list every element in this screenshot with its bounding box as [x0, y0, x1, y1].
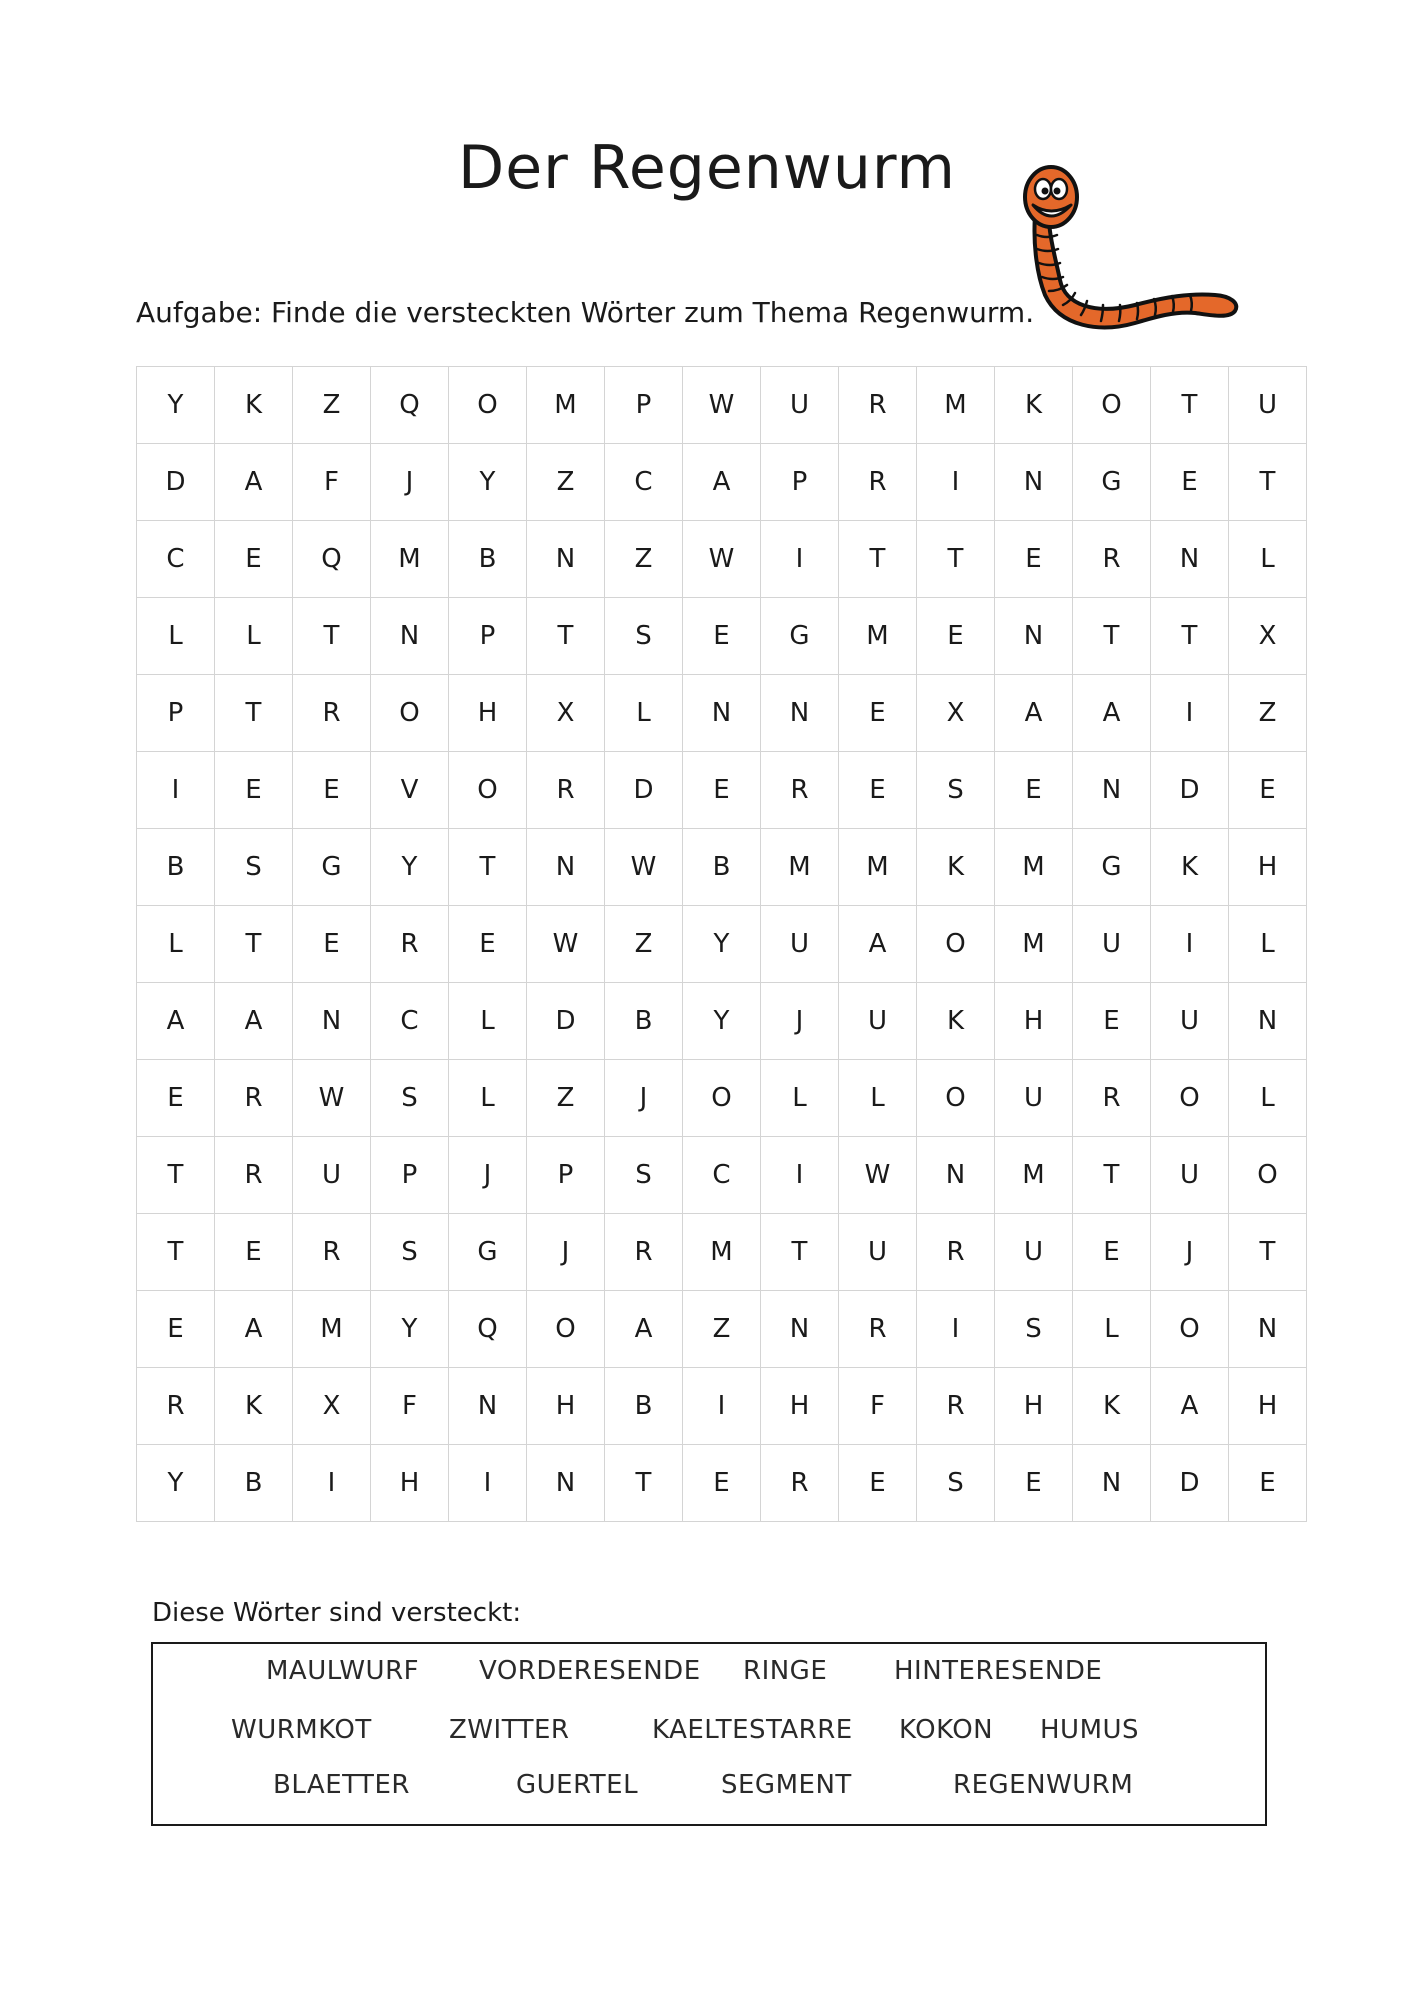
grid-cell: N	[371, 598, 449, 675]
grid-cell: N	[1073, 752, 1151, 829]
grid-cell: S	[371, 1060, 449, 1137]
grid-cell: B	[605, 1368, 683, 1445]
grid-cell: C	[605, 444, 683, 521]
earthworm-icon	[1015, 165, 1245, 340]
grid-cell: L	[449, 1060, 527, 1137]
grid-cell: E	[1229, 752, 1307, 829]
grid-cell: D	[1151, 1445, 1229, 1522]
grid-cell: U	[1073, 906, 1151, 983]
grid-cell: P	[605, 367, 683, 444]
word-list-label: Diese Wörter sind versteckt:	[152, 1598, 522, 1628]
grid-cell: I	[917, 1291, 995, 1368]
grid-cell: T	[1151, 367, 1229, 444]
grid-cell: T	[293, 598, 371, 675]
grid-cell: E	[839, 1445, 917, 1522]
grid-cell: H	[449, 675, 527, 752]
grid-cell: T	[215, 675, 293, 752]
grid-cell: N	[449, 1368, 527, 1445]
grid-cell: L	[1073, 1291, 1151, 1368]
grid-cell: Z	[605, 906, 683, 983]
grid-cell: I	[761, 521, 839, 598]
grid-cell: T	[605, 1445, 683, 1522]
grid-cell: V	[371, 752, 449, 829]
grid-cell: R	[839, 444, 917, 521]
word-item: HUMUS	[1040, 1715, 1140, 1745]
grid-cell: W	[839, 1137, 917, 1214]
grid-cell: I	[683, 1368, 761, 1445]
grid-cell: S	[605, 1137, 683, 1214]
grid-cell: M	[683, 1214, 761, 1291]
grid-cell: T	[1073, 598, 1151, 675]
grid-cell: K	[917, 983, 995, 1060]
grid-cell: B	[605, 983, 683, 1060]
grid-cell: J	[527, 1214, 605, 1291]
grid-cell: T	[1229, 1214, 1307, 1291]
grid-cell: A	[839, 906, 917, 983]
grid-cell: A	[1151, 1368, 1229, 1445]
grid-cell: C	[683, 1137, 761, 1214]
grid-cell: R	[215, 1060, 293, 1137]
grid-cell: E	[1229, 1445, 1307, 1522]
grid-cell: Y	[683, 983, 761, 1060]
grid-cell: L	[839, 1060, 917, 1137]
grid-cell: H	[371, 1445, 449, 1522]
word-item: HINTERESENDE	[894, 1656, 1103, 1686]
grid-cell: B	[449, 521, 527, 598]
grid-cell: I	[917, 444, 995, 521]
word-item: BLAETTER	[273, 1770, 410, 1800]
grid-cell: N	[683, 675, 761, 752]
word-item: WURMKOT	[231, 1715, 372, 1745]
grid-cell: B	[683, 829, 761, 906]
grid-cell: R	[839, 367, 917, 444]
grid-cell: O	[917, 906, 995, 983]
grid-cell: X	[1229, 598, 1307, 675]
word-item: SEGMENT	[721, 1770, 852, 1800]
grid-cell: W	[293, 1060, 371, 1137]
grid-cell: E	[839, 675, 917, 752]
grid-row	[137, 1368, 1307, 1445]
grid-cell: Q	[371, 367, 449, 444]
grid-cell: O	[1151, 1291, 1229, 1368]
word-item: GUERTEL	[516, 1770, 639, 1800]
grid-cell: X	[527, 675, 605, 752]
grid-cell: T	[839, 521, 917, 598]
grid-cell: E	[839, 752, 917, 829]
grid-cell: W	[683, 367, 761, 444]
grid-row	[137, 598, 1307, 675]
grid-cell: E	[995, 521, 1073, 598]
grid-cell: W	[605, 829, 683, 906]
grid-cell: E	[293, 752, 371, 829]
grid-cell: P	[449, 598, 527, 675]
grid-cell: N	[1229, 983, 1307, 1060]
grid-cell: L	[137, 906, 215, 983]
grid-cell: Q	[293, 521, 371, 598]
grid-cell: N	[527, 521, 605, 598]
grid-cell: E	[215, 1214, 293, 1291]
grid-cell: R	[137, 1368, 215, 1445]
grid-cell: R	[761, 1445, 839, 1522]
grid-cell: Y	[683, 906, 761, 983]
grid-cell: R	[917, 1368, 995, 1445]
grid-cell: D	[527, 983, 605, 1060]
grid-cell: W	[683, 521, 761, 598]
grid-row	[137, 1060, 1307, 1137]
grid-cell: A	[1073, 675, 1151, 752]
grid-cell: I	[449, 1445, 527, 1522]
grid-cell: K	[1151, 829, 1229, 906]
grid-cell: X	[293, 1368, 371, 1445]
grid-cell: U	[1151, 983, 1229, 1060]
grid-cell: M	[917, 367, 995, 444]
grid-cell: H	[761, 1368, 839, 1445]
grid-cell: E	[917, 598, 995, 675]
grid-cell: M	[995, 906, 1073, 983]
grid-cell: E	[995, 1445, 1073, 1522]
grid-cell: R	[839, 1291, 917, 1368]
grid-row	[137, 906, 1307, 983]
grid-cell: K	[995, 367, 1073, 444]
grid-cell: U	[761, 367, 839, 444]
grid-cell: E	[995, 752, 1073, 829]
grid-cell: R	[1073, 1060, 1151, 1137]
page-title: Der Regenwurm	[458, 133, 956, 203]
grid-cell: C	[371, 983, 449, 1060]
grid-cell: L	[1229, 521, 1307, 598]
grid-cell: N	[995, 598, 1073, 675]
grid-cell: N	[995, 444, 1073, 521]
grid-cell: A	[215, 444, 293, 521]
grid-cell: U	[839, 1214, 917, 1291]
grid-cell: E	[1151, 444, 1229, 521]
grid-cell: G	[761, 598, 839, 675]
grid-cell: A	[215, 1291, 293, 1368]
grid-cell: L	[137, 598, 215, 675]
grid-cell: E	[683, 752, 761, 829]
grid-cell: K	[1073, 1368, 1151, 1445]
grid-cell: J	[449, 1137, 527, 1214]
grid-cell: U	[839, 983, 917, 1060]
grid-cell: H	[1229, 829, 1307, 906]
grid-cell: L	[215, 598, 293, 675]
grid-cell: O	[1229, 1137, 1307, 1214]
grid-cell: K	[917, 829, 995, 906]
grid-cell: S	[917, 1445, 995, 1522]
grid-cell: G	[293, 829, 371, 906]
grid-cell: Q	[449, 1291, 527, 1368]
grid-cell: X	[917, 675, 995, 752]
grid-cell: Y	[449, 444, 527, 521]
grid-cell: D	[605, 752, 683, 829]
grid-cell: H	[995, 1368, 1073, 1445]
word-item: MAULWURF	[266, 1656, 420, 1686]
grid-cell: E	[137, 1060, 215, 1137]
grid-cell: R	[605, 1214, 683, 1291]
grid-cell: E	[683, 598, 761, 675]
grid-cell: E	[683, 1445, 761, 1522]
grid-cell: P	[527, 1137, 605, 1214]
grid-cell: H	[1229, 1368, 1307, 1445]
grid-cell: L	[1229, 1060, 1307, 1137]
grid-row	[137, 367, 1307, 444]
grid-cell: R	[215, 1137, 293, 1214]
grid-cell: O	[449, 752, 527, 829]
grid-cell: M	[293, 1291, 371, 1368]
grid-cell: E	[137, 1291, 215, 1368]
grid-cell: T	[761, 1214, 839, 1291]
grid-cell: O	[371, 675, 449, 752]
word-item: RINGE	[743, 1656, 828, 1686]
grid-row	[137, 521, 1307, 598]
grid-cell: A	[995, 675, 1073, 752]
grid-cell: T	[137, 1214, 215, 1291]
grid-cell: I	[1151, 906, 1229, 983]
grid-cell: N	[527, 1445, 605, 1522]
grid-cell: E	[215, 752, 293, 829]
grid-cell: O	[1151, 1060, 1229, 1137]
word-item: REGENWURM	[953, 1770, 1134, 1800]
grid-cell: T	[137, 1137, 215, 1214]
grid-row	[137, 1291, 1307, 1368]
grid-cell: T	[449, 829, 527, 906]
grid-cell: G	[1073, 829, 1151, 906]
grid-cell: T	[215, 906, 293, 983]
word-item: VORDERESENDE	[479, 1656, 701, 1686]
grid-cell: S	[371, 1214, 449, 1291]
grid-cell: U	[995, 1060, 1073, 1137]
grid-cell: S	[917, 752, 995, 829]
grid-cell: G	[449, 1214, 527, 1291]
grid-cell: Z	[683, 1291, 761, 1368]
grid-cell: O	[449, 367, 527, 444]
grid-cell: N	[761, 675, 839, 752]
grid-cell: A	[215, 983, 293, 1060]
grid-cell: T	[527, 598, 605, 675]
grid-cell: R	[293, 675, 371, 752]
grid-cell: P	[371, 1137, 449, 1214]
grid-cell: L	[1229, 906, 1307, 983]
grid-cell: U	[761, 906, 839, 983]
grid-cell: P	[761, 444, 839, 521]
grid-cell: J	[1151, 1214, 1229, 1291]
grid-cell: F	[371, 1368, 449, 1445]
word-item: KOKON	[899, 1715, 994, 1745]
grid-cell: Y	[371, 829, 449, 906]
grid-cell: R	[527, 752, 605, 829]
grid-row	[137, 1445, 1307, 1522]
grid-cell: E	[215, 521, 293, 598]
grid-cell: A	[605, 1291, 683, 1368]
grid-cell: S	[215, 829, 293, 906]
grid-cell: N	[527, 829, 605, 906]
grid-cell: Y	[137, 367, 215, 444]
grid-cell: U	[995, 1214, 1073, 1291]
grid-cell: N	[917, 1137, 995, 1214]
word-list-box	[151, 1642, 1267, 1826]
grid-cell: L	[761, 1060, 839, 1137]
grid-cell: R	[371, 906, 449, 983]
grid-cell: M	[995, 829, 1073, 906]
grid-cell: Y	[137, 1445, 215, 1522]
grid-cell: E	[1073, 983, 1151, 1060]
grid-cell: T	[917, 521, 995, 598]
grid-cell: Y	[371, 1291, 449, 1368]
grid-cell: U	[1151, 1137, 1229, 1214]
grid-cell: E	[449, 906, 527, 983]
grid-row	[137, 675, 1307, 752]
grid-cell: I	[1151, 675, 1229, 752]
grid-cell: P	[137, 675, 215, 752]
grid-row	[137, 752, 1307, 829]
grid-cell: C	[137, 521, 215, 598]
grid-cell: T	[1151, 598, 1229, 675]
grid-cell: U	[293, 1137, 371, 1214]
grid-cell: G	[1073, 444, 1151, 521]
grid-cell: Z	[605, 521, 683, 598]
task-instruction: Aufgabe: Finde die versteckten Wörter zum Thema Regenwurm.	[136, 296, 1035, 329]
grid-row	[137, 1137, 1307, 1214]
grid-row	[137, 444, 1307, 521]
grid-cell: A	[683, 444, 761, 521]
grid-cell: I	[137, 752, 215, 829]
grid-cell: N	[293, 983, 371, 1060]
grid-cell: N	[1229, 1291, 1307, 1368]
grid-cell: S	[995, 1291, 1073, 1368]
grid-cell: L	[449, 983, 527, 1060]
grid-cell: B	[215, 1445, 293, 1522]
grid-cell: Z	[293, 367, 371, 444]
grid-cell: Z	[527, 444, 605, 521]
grid-cell: M	[995, 1137, 1073, 1214]
grid-row	[137, 829, 1307, 906]
grid-cell: H	[995, 983, 1073, 1060]
grid-row	[137, 1214, 1307, 1291]
grid-cell: M	[527, 367, 605, 444]
grid-cell: D	[137, 444, 215, 521]
grid-cell: O	[1073, 367, 1151, 444]
grid-cell: T	[1229, 444, 1307, 521]
grid-cell: R	[293, 1214, 371, 1291]
grid-cell: T	[1073, 1137, 1151, 1214]
grid-cell: O	[527, 1291, 605, 1368]
grid-cell: N	[1151, 521, 1229, 598]
grid-cell: L	[605, 675, 683, 752]
grid-cell: J	[761, 983, 839, 1060]
grid-cell: O	[917, 1060, 995, 1137]
grid-cell: Z	[527, 1060, 605, 1137]
grid-cell: R	[917, 1214, 995, 1291]
grid-cell: Z	[1229, 675, 1307, 752]
grid-row	[137, 983, 1307, 1060]
grid-cell: M	[839, 598, 917, 675]
grid-cell: O	[683, 1060, 761, 1137]
grid-cell: U	[1229, 367, 1307, 444]
grid-cell: M	[839, 829, 917, 906]
grid-cell: K	[215, 1368, 293, 1445]
grid-cell: B	[137, 829, 215, 906]
grid-cell: H	[527, 1368, 605, 1445]
grid-cell: R	[1073, 521, 1151, 598]
grid-cell: F	[839, 1368, 917, 1445]
grid-cell: M	[761, 829, 839, 906]
word-item: ZWITTER	[449, 1715, 570, 1745]
grid-cell: A	[137, 983, 215, 1060]
grid-cell: K	[215, 367, 293, 444]
grid-cell: F	[293, 444, 371, 521]
grid-cell: M	[371, 521, 449, 598]
grid-cell: E	[293, 906, 371, 983]
grid-cell: W	[527, 906, 605, 983]
grid-cell: S	[605, 598, 683, 675]
word-item: KAELTESTARRE	[652, 1715, 853, 1745]
word-search-grid	[136, 366, 1307, 1522]
grid-cell: I	[293, 1445, 371, 1522]
grid-cell: N	[1073, 1445, 1151, 1522]
grid-cell: E	[1073, 1214, 1151, 1291]
grid-cell: J	[605, 1060, 683, 1137]
grid-cell: N	[761, 1291, 839, 1368]
grid-cell: R	[761, 752, 839, 829]
grid-cell: D	[1151, 752, 1229, 829]
grid-cell: I	[761, 1137, 839, 1214]
grid-cell: J	[371, 444, 449, 521]
